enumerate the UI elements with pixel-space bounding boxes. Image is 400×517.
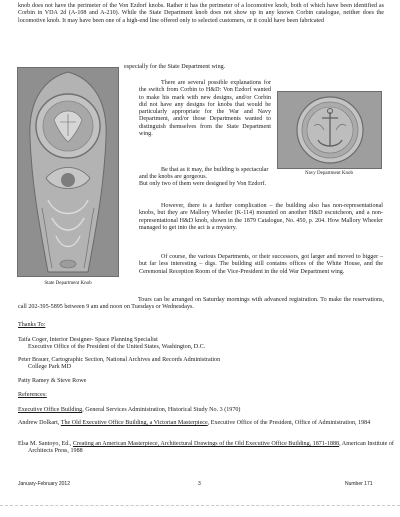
body-paragraph-intro: knob does not have the perimeter of the Von Ezdorf knobs. Rather it has the perimeter of a locomotive knob, both of which have been identified as Corbin in VDA 2d (A-108 and A-210). While the State Department knob does not show up in any known Corbin catalogue, neither does the locomotive knob. It may have been one of a high-end line offered only to selected customers, or it could have been fabricated (18, 3, 384, 24)
reference-details: , Executive Office of the President, Office of Administration, 1984 (207, 420, 371, 426)
reference-entry (18, 407, 394, 414)
navy-department-knob-photo (277, 91, 382, 169)
thanks-line: Patty Ramey & Steve Rowe (18, 378, 87, 384)
thanks-entry (18, 357, 384, 372)
reference-title: Executive Office Building (18, 407, 83, 413)
reference-details: , American Institute of Architects Press, 1988 (28, 441, 394, 455)
state-department-knob-photo (17, 67, 119, 277)
reference-title: The Old Executive Office Building, a Victorian Masterpiece (60, 420, 208, 426)
footer-page-number: 3 (198, 481, 201, 487)
reference-title: Creating an American Masterpiece, Architectural Drawings of the Old Executive Office Building, 1871-1888 (72, 441, 340, 447)
reference-author: Andrew Dolkart, (18, 420, 61, 426)
body-paragraph-intro-end: especially for the State Department wing. (124, 64, 226, 70)
body-paragraph-course: Of course, the various Departments, or their successors, got larger and moved to bigger – but far less interesting – digs. The building still contains offices of the White House, and the Ceremonial Reception Room of the Vice-President in the old War Department wing. (139, 254, 383, 275)
state-knob-caption: State Department Knob (44, 281, 92, 286)
reference-entry (18, 441, 394, 456)
footer-issue-number: Number 171 (345, 481, 373, 487)
references-heading: References: (18, 392, 47, 398)
page-edge-divider (0, 505, 400, 507)
thanks-line: College Park MD (28, 364, 71, 371)
body-paragraph-building-end: But only two of them were designed by Von Ezdorf. (139, 181, 267, 187)
navy-knob-caption: Navy Department Knob (304, 171, 354, 176)
body-paragraph-complication: However, there is a further complication – the building also has non-representational knobs, but they are Mallory Wheeler (K-114) mounted on another H&D escutcheon, and a non-representational H&D knob, shown in the 1879 Catalogue, No. 450, p. 204. How Mallory Wheeler managed to get into the act is a mystery. (139, 203, 383, 231)
reference-entry (18, 420, 394, 427)
body-paragraph-tours: Tours can be arranged on Saturday mornings with advanced registration. To make the reservations, call 202-395-5895 between 9 am and noon on Tuesdays or Wednesdays. (18, 297, 384, 311)
body-paragraph-explanations: There are several possible explanations for the switch from Corbin to H&D: Von Ezdorf wanted to make his mark with new designs, and/or Corbin did not have any designs for knobs that would be particularly appropriate for the War and Navy Department, and/or those Departments wanted to distinguish themselves from the State Department wing. (139, 80, 271, 137)
reference-details: , General Services Administration, Historical Study No. 3 (1970) (82, 407, 241, 413)
body-paragraph-building: Be that as it may, the building is spectacular and the knobs are gorgeous. (139, 167, 269, 181)
thanks-line: Taifa Coger, Interior Designer- Space Planning Specialist (18, 337, 158, 343)
thanks-entry (18, 337, 384, 352)
reference-author: Elsa M. Santoyo, Ed., (18, 441, 73, 447)
thanks-heading: Thanks To: (18, 322, 46, 328)
thanks-line: Peter Brauer, Cartographic Section, National Archives and Records Administration (18, 357, 221, 363)
thanks-line: Executive Office of the President of the United States, Washington, D.C. (28, 344, 206, 351)
footer-issue-date: January-February 2012 (18, 481, 70, 487)
